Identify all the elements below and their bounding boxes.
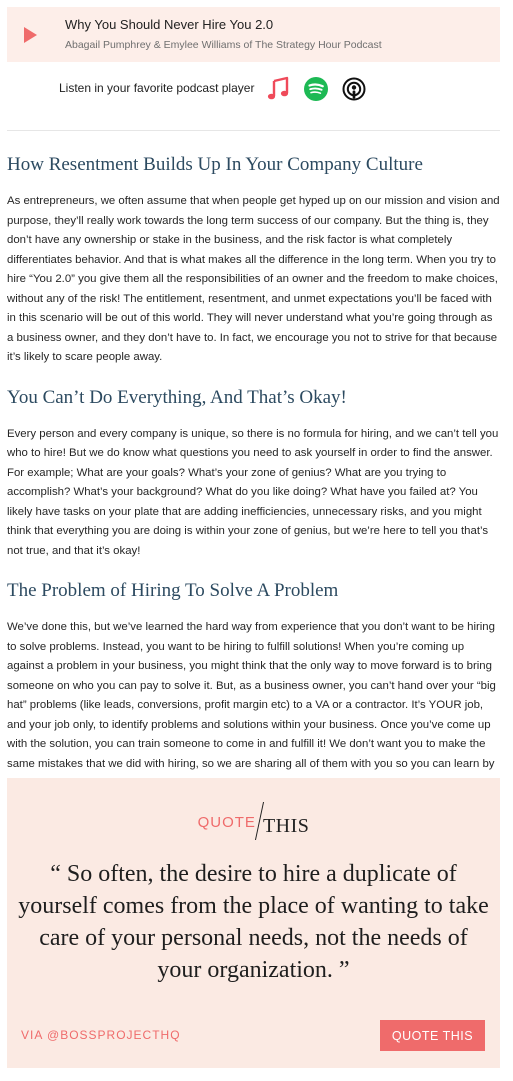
apple-music-icon[interactable] xyxy=(265,76,291,102)
listen-label: Listen in your favorite podcast player xyxy=(59,81,255,95)
quote-label: QUOTE xyxy=(197,814,256,831)
section-paragraph: As entrepreneurs, we often assume that when people get hyped up on our mission and vision and purpose, they’ll really work towards the long term success of our company. But the thing is, they don’t have any ownership or stake in the business, and the risk factor is what completely differentiates behavior. And that is what makes all the difference in the long term. When you try to hire “You 2.0” you give them all the responsibilities of an owner and the freedom to make choices, without any of the risk! The entitlement, resentment, and unmet expectations you’ll be faced with in this scenario will be out of this world. They will never understand what you’re going through as a business owner, and they don’t have to. In fact, we encourage you not to strive for that because it’s likely to scare people away. xyxy=(7,195,500,363)
podcast-player xyxy=(7,7,500,62)
section-paragraph: Every person and every company is unique, so there is no formula for hiring, and we can’t tell you who to hire! But we do know what questions you need to ask yourself in order to find the answer. For example; What are your goals? What’s your zone of genius? What are you trying to accomplish? What’s your background? What do you like doing? What have you failed at? You likely have tasks on your plate that are adding inefficiencies, unnecessary risks, and you might think that everything you are doing is within your zone of genius, but we’re here to tell you that’s not true, and that it’s okay! xyxy=(7,427,499,557)
apple-podcasts-icon[interactable] xyxy=(341,76,367,102)
article-content xyxy=(7,152,501,794)
this-label: THIS xyxy=(262,815,310,837)
spotify-icon[interactable] xyxy=(303,76,329,102)
play-icon[interactable] xyxy=(24,27,37,43)
section-heading: The Problem of Hiring To Solve A Problem xyxy=(7,580,339,601)
divider xyxy=(7,130,500,131)
quote-this-button[interactable]: QUOTE THIS xyxy=(380,1020,485,1051)
section-heading: How Resentment Builds Up In Your Company Culture xyxy=(7,154,423,175)
section-heading: You Can’t Do Everything, And That’s Okay! xyxy=(7,386,347,408)
episode-title: Why You Should Never Hire You 2.0 xyxy=(65,17,274,32)
quote-text: “ So often, the desire to hire a duplicate of yourself comes from the place of wanting to take care of your personal needs, not the needs of your organization. ” xyxy=(18,861,489,983)
quote-box xyxy=(7,778,500,1068)
episode-subtitle: Abagail Pumphrey & Emylee Williams of The Strategy Hour Podcast xyxy=(65,39,382,51)
quote-this-header xyxy=(7,802,500,842)
via-handle[interactable]: VIA @BOSSPROJECTHQ xyxy=(21,1028,181,1042)
section-paragraph: We’ve done this, but we’ve learned the hard way from experience that you don’t want to be hiring to solve problems. Instead, you want to be hiring to fulfill solutions! When you’re coming up against a problem in your business, you might think that the only way to move forward is to bring someone on who you can pay to solve it. But, as a business owner, you can’t hand over your “big hat” problems (like leads, conversions, profit margin etc) to a VA or a contractor. It’s YOUR job, and your job only, to identify problems and solutions within your business. Once you’ve come up with the solution, you can train someone to come in and fulfill it! We don’t want you to make the same mistakes that we did with hiring, so we are sharing all of them with you so you can learn by xyxy=(7,621,496,770)
